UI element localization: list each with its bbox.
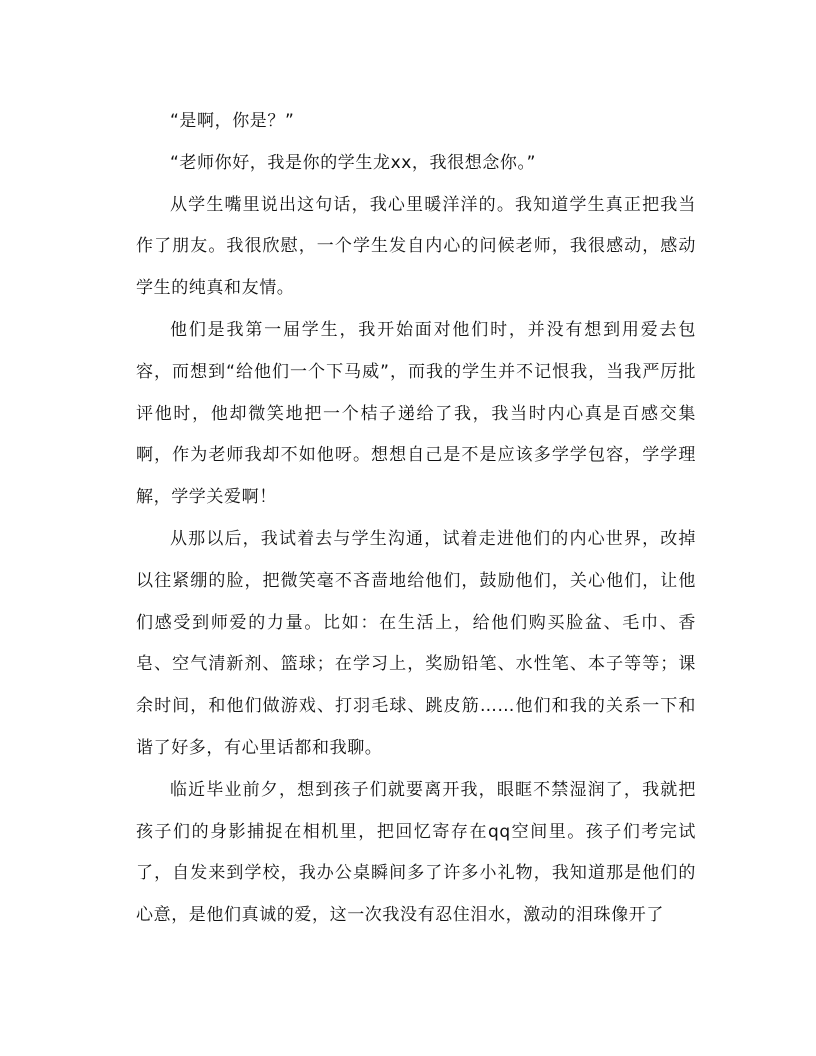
paragraph-first-class: 他们是我第一届学生，我开始面对他们时，并没有想到用爱去包容，而想到“给他们一个下马威”，而我的学生并不记恨我，当我严厉批评他时，他却微笑地把一个桔子递给了我，我当时内心真是百感交集啊，作为老师我却不如他呀。想想自己是不是应该多学学包容，学学理解，学学关爱啊！ — [136, 319, 696, 508]
paragraph-graduation: 临近毕业前夕，想到孩子们就要离开我，眼眶不禁湿润了，我就把孩子们的身影捕捉在相机里，把回忆寄存在qq空间里。孩子们考完试了，自发来到学校，我办公桌瞬间多了许多小礼物，我知道那是他们的心意，是他们真诚的爱，这一次我没有忍住泪水，激动的泪珠像开了 — [136, 779, 696, 926]
paragraph-student-greeting: “老师你好，我是你的学生龙xx，我很想念你。” — [170, 152, 537, 173]
paragraph-communication: 从那以后，我试着去与学生沟通，试着走进他们的内心世界，改掉以往紧绷的脸，把微笑毫不吝啬地给他们，鼓励他们，关心他们，让他们感受到师爱的力量。比如：在生活上，给他们购买脸盆、毛巾、香皂、空气清新剂、篮球；在学习上，奖励铅笔、水性笔、本子等等；课余时间，和他们做游戏、打羽毛球、跳皮筋……他们和我的关系一下和谐了好多，有心里话都和我聊。 — [136, 528, 696, 758]
document-body — [136, 101, 696, 937]
paragraph-reply-question: “是啊，你是？” — [170, 111, 295, 131]
paragraph-warm-feeling: 从学生嘴里说出这句话，我心里暖洋洋的。我知道学生真正把我当作了朋友。我很欣慰，一个学生发自内心的问候老师，我很感动，感动学生的纯真和友情。 — [136, 194, 696, 299]
